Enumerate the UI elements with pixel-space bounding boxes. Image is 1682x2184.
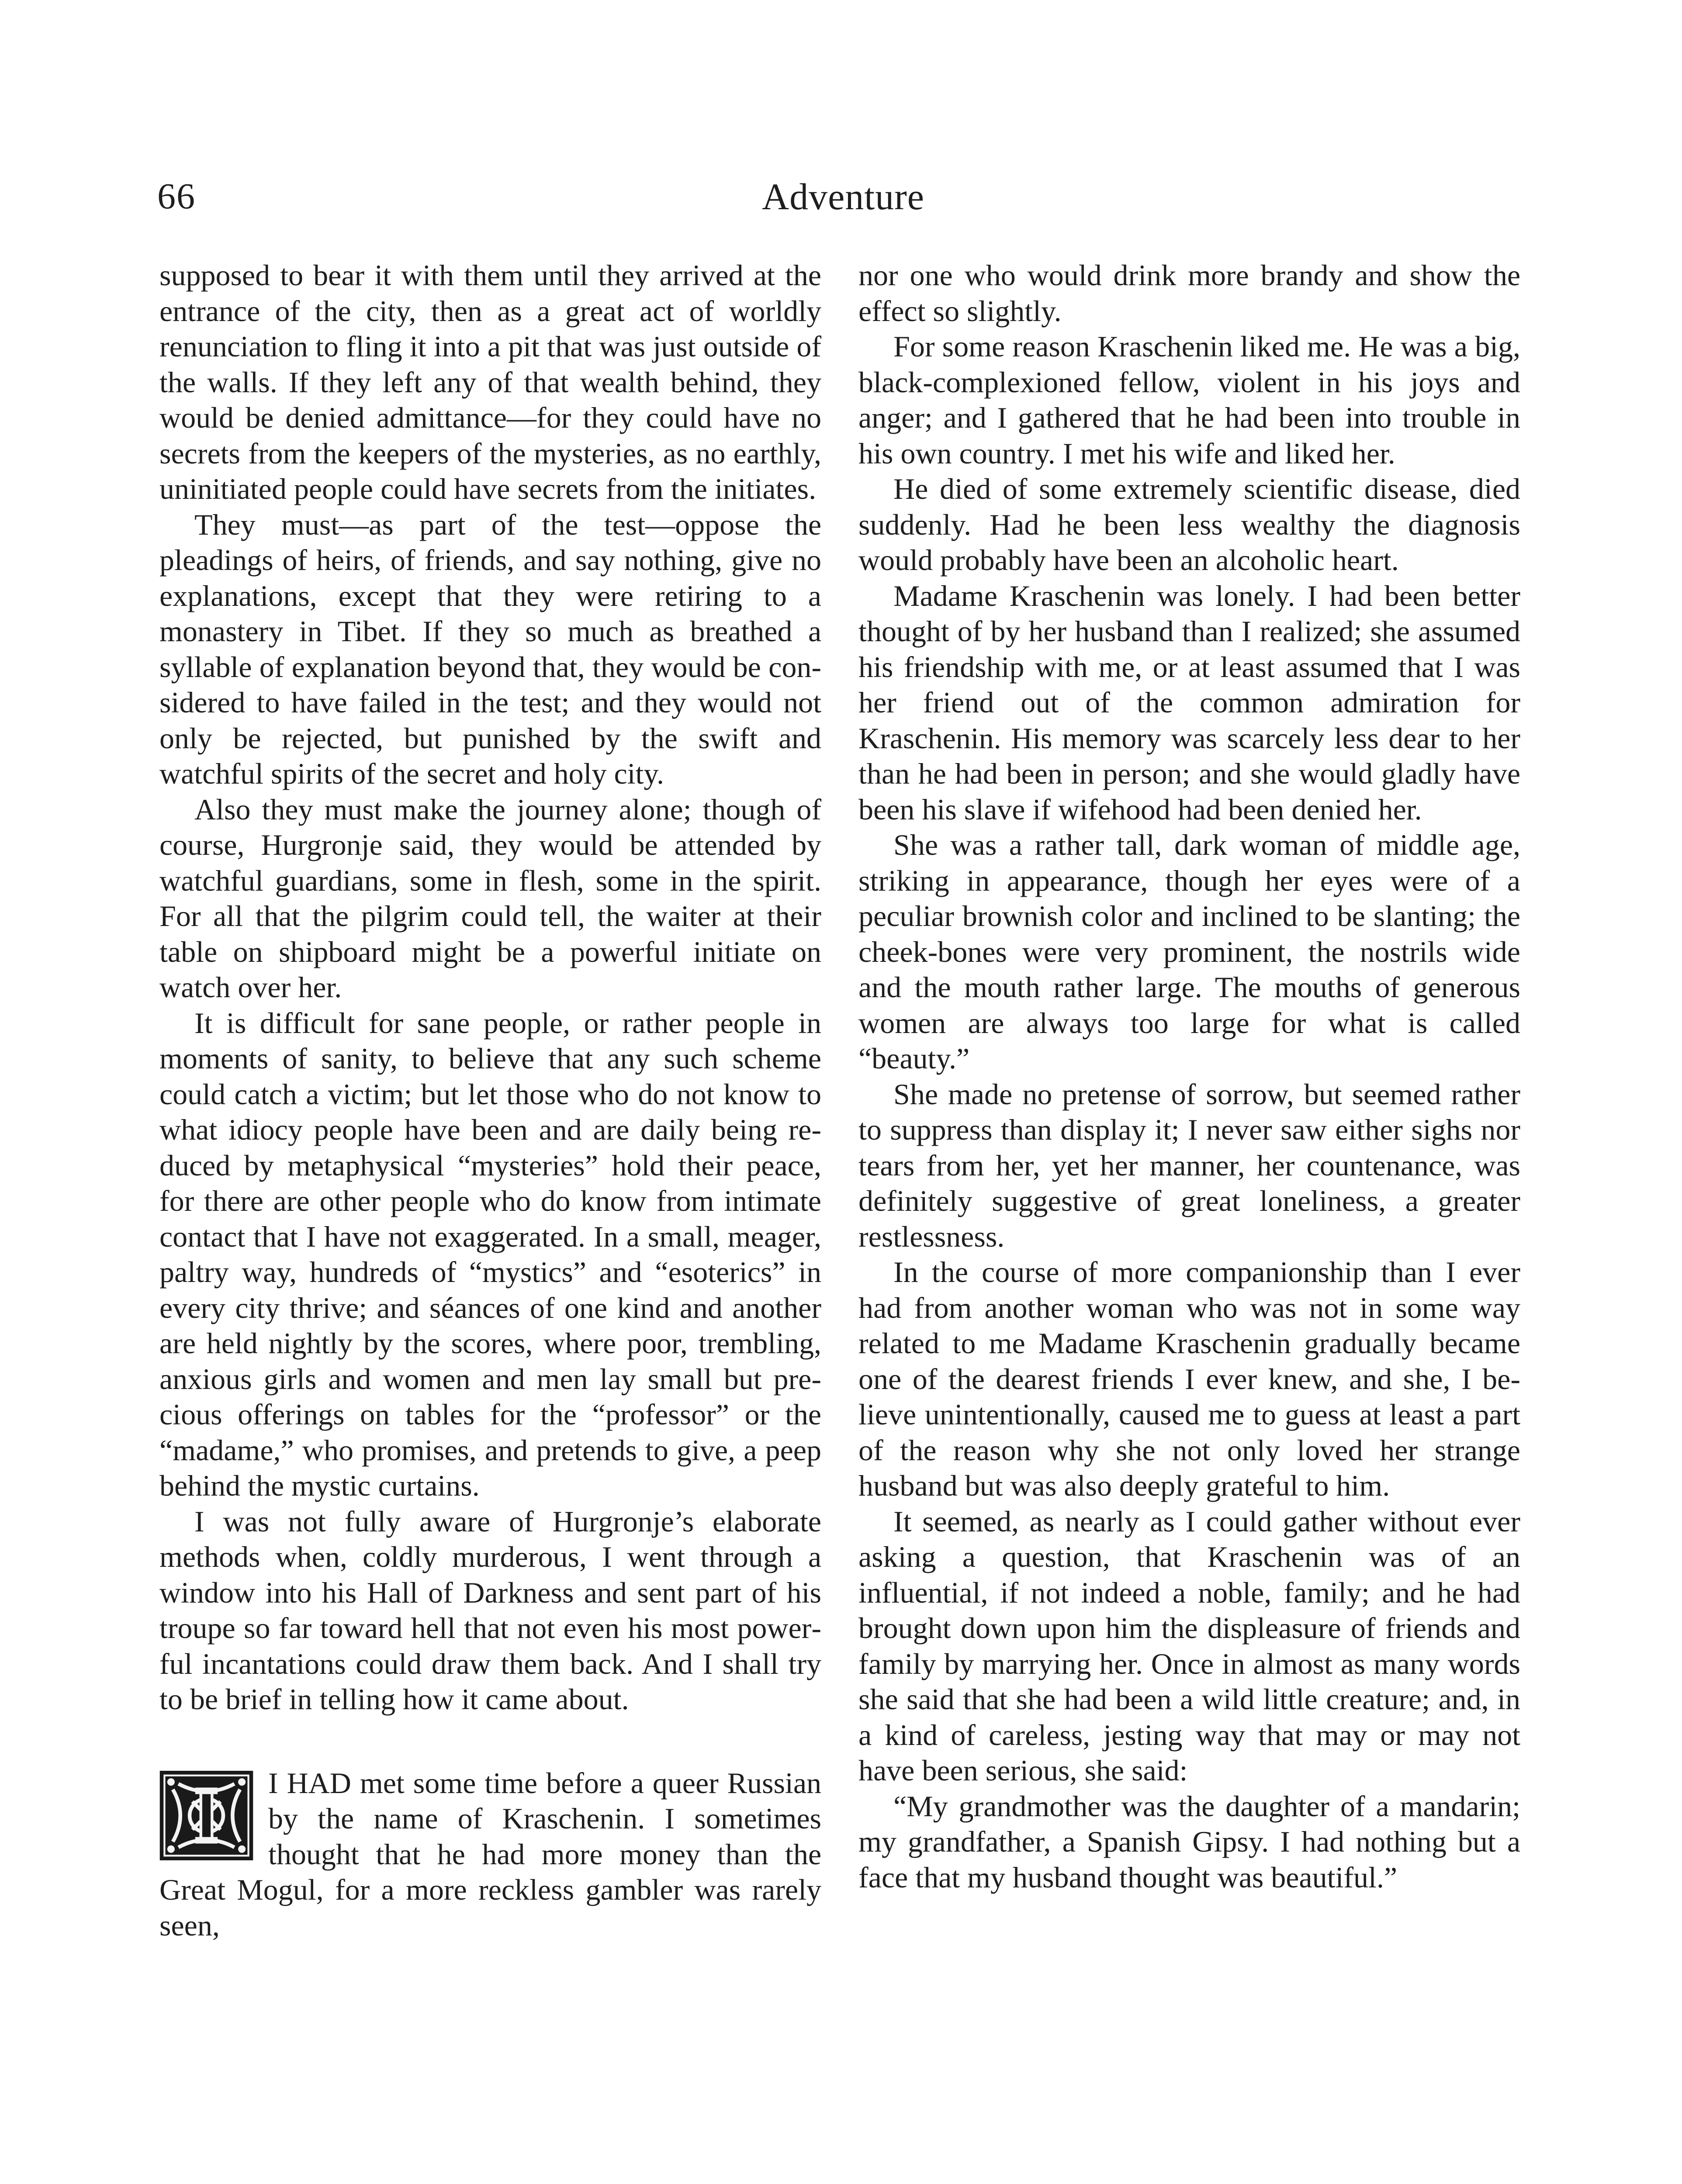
paragraph: She made no pretense of sorrow, but seemed rather to suppress than display it; I never saw either sighs nor tears from her, yet her manner, her countenance, was definitely suggestive of great loneliness, a greater restlessness.	[858, 1077, 1520, 1253]
ornamental-initial-i-icon	[159, 1771, 253, 1860]
section-break	[159, 1717, 821, 1766]
paragraph: He died of some extremely scientific disease, died suddenly. Had he been less wealthy the diagnosis would probably have been an alcoholic heart.	[858, 472, 1520, 577]
paragraph: I was not fully aware of Hurgronje’s elaborate methods when, coldly murderous, I went through a window into his Hall of Darkness and sent part of his troupe so far toward hell that not even his most powerful incantations could draw them back. And I shall try to be brief in telling how it came about.	[159, 1504, 821, 1716]
dropcap-paragraph	[159, 1766, 821, 1944]
paragraph: For some reason Kraschenin liked me. He was a big, black-complexioned fellow, violent in his joys and anger; and I gathered that he had been into trouble in his own country. I met his wife and liked her.	[858, 330, 1520, 470]
paragraph: nor one who would drink more brandy and show the effect so slightly.	[858, 259, 1520, 328]
paragraph: Also they must make the journey alone; though of course, Hurgronje said, they would be attended by watchful guardians, some in flesh, some in the spirit. For all that the pilgrim could tell, the waiter at their table on shipboard might be a powerful initiate on watch over her.	[159, 792, 821, 1004]
paragraph: Madame Kraschenin was lonely. I had been better thought of by her husband than I realized; she assumed his friendship with me, or at least assumed that I was her friend out of the common admiration for Kraschenin. His memory was scarcely less dear to her than he had been in person; and she would gladly have been his slave if wifehood had been denied her.	[858, 579, 1520, 826]
left-column	[159, 258, 821, 1943]
paragraph: She was a rather tall, dark woman of middle age, striking in appearance, though her eyes were of a peculiar brownish color and inclined to be slanting; the cheek-bones were very prominent, the nostrils wide and the mouth rather large. The mouths of generous women are always too large for what is called “beauty.”	[858, 828, 1520, 1075]
paragraph: In the course of more companionship than I ever had from another woman who was not in some way related to me Madame Kraschenin gradually became one of the dearest friends I ever knew, and she, I believe unintentionally, caused me to guess at least a part of the reason why she not only loved her strange husband but was also deeply grateful to him.	[858, 1255, 1520, 1502]
paragraph: “My grandmother was the daughter of a mandarin; my grandfather, a Spanish Gipsy. I had nothing but a face that my husband thought was beautiful.”	[858, 1789, 1520, 1894]
page-number: 66	[157, 176, 196, 217]
page-header	[157, 173, 1529, 221]
dropcap-paragraph-text: I HAD met some time before a queer Russian by the name of Kraschenin. I sometimes thought that he had more money than the Great Mogul, for a more reckless gambler was rarely seen,	[159, 1766, 821, 1942]
paragraph: It seemed, as nearly as I could gather without ever asking a question, that Kraschenin was of an influential, if not indeed a noble, family; and he had brought down upon him the displeasure of friends and family by marrying her. Once in almost as many words she said that she had been a wild little creature; and, in a kind of careless, jesting way that may or may not have been serious, she said:	[858, 1504, 1520, 1787]
paragraph: It is difficult for sane people, or rather people in moments of sanity, to believe that any such scheme could catch a victim; but let those who do not know to what idiocy people have been and are daily being reduced by metaphysical “mysteries” hold their peace, for there are other people who do know from intimate contact that I have not exaggerated. In a small, meager, paltry way, hundreds of “mystics” and “esoterics” in every city thrive; and séances of one kind and another are held nightly by the scores, where poor, trembling, anxious girls and women and men lay small but precious offerings on tables for the “professor” or the “madame,” who promises, and pretends to give, a peep behind the mystic curtains.	[159, 1006, 821, 1502]
right-column	[858, 258, 1520, 1895]
paragraph: supposed to bear it with them until they arrived at the entrance of the city, then as a great act of worldly renunciation to fling it into a pit that was just outside of the walls. If they left any of that wealth behind, they would be denied admittance—for they could have no secrets from the keepers of the mysteries, as no earthly, uninitiated people could have secrets from the initiates.	[159, 259, 821, 505]
running-title: Adventure	[762, 176, 924, 218]
paragraph: They must—as part of the test—oppose the pleadings of heirs, of friends, and say nothing, give no explanations, except that they were retiring to a monastery in Tibet. If they so much as breathed a syllable of explanation beyond that, they would be considered to have failed in the test; and they would not only be rejected, but punished by the swift and watchful spirits of the secret and holy city.	[159, 508, 821, 790]
